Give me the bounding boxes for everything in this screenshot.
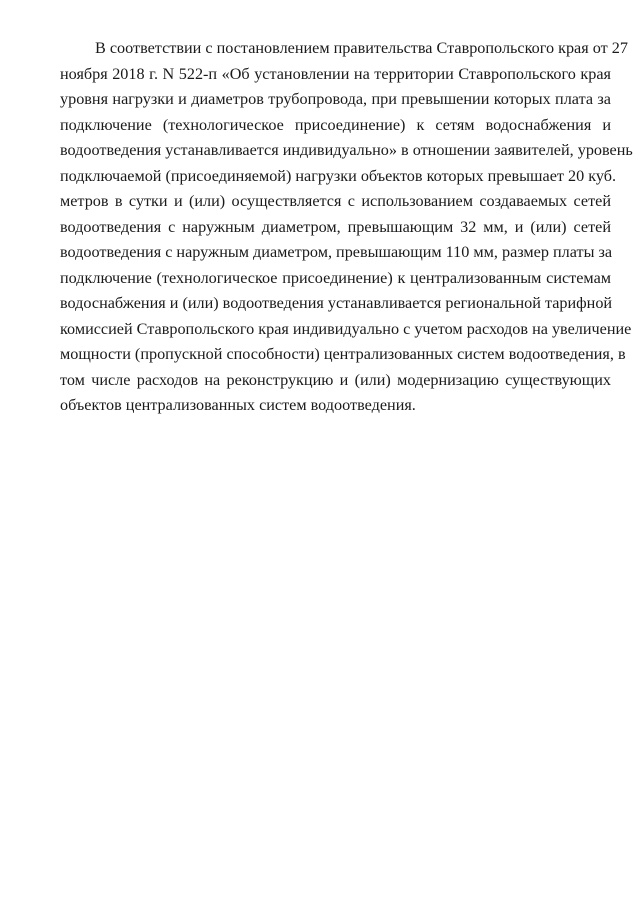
paragraph-line: водоснабжения и (или) водоотведения устанавливается региональной тарифной (60, 294, 613, 312)
paragraph-line: подключение (технологическое присоединение) к сетям водоснабжения и (60, 115, 611, 134)
paragraph-line: подключение (технологическое присоединение) к централизованным системам (60, 268, 611, 287)
paragraph-line: уровня нагрузки и диаметров трубопровода, при превышении которых плата за (60, 90, 611, 108)
paragraph-line: водоотведения с наружным диаметром, превышающим 32 мм, и (или) сетей (60, 217, 611, 236)
paragraph-line: В соответствии с постановлением правительства Ставропольского края от 27 (95, 39, 628, 57)
paragraph-line: комиссией Ставропольского края индивидуально с учетом расходов на увеличение (60, 319, 632, 338)
paragraph-line: водоотведения устанавливается индивидуально» в отношении заявителей, уровень (60, 141, 633, 159)
paragraph (60, 36, 633, 419)
paragraph-line: водоотведения с наружным диаметром, превышающим 110 мм, размер платы за (60, 243, 613, 261)
paragraph-line: том числе расходов на реконструкцию и (или) модернизацию существующих (60, 370, 611, 389)
paragraph-line: подключаемой (присоединяемой) нагрузки объектов которых превышает 20 куб. (60, 166, 617, 185)
paragraph-line: метров в сутки и (или) осуществляется с использованием создаваемых сетей (60, 192, 611, 210)
paragraph-line: объектов централизованных систем водоотведения. (60, 396, 416, 414)
paragraph-line: ноября 2018 г. N 522-п «Об установлении на территории Ставропольского края (60, 64, 611, 83)
paragraph-line: мощности (пропускной способности) централизованных систем водоотведения, в (60, 345, 626, 363)
